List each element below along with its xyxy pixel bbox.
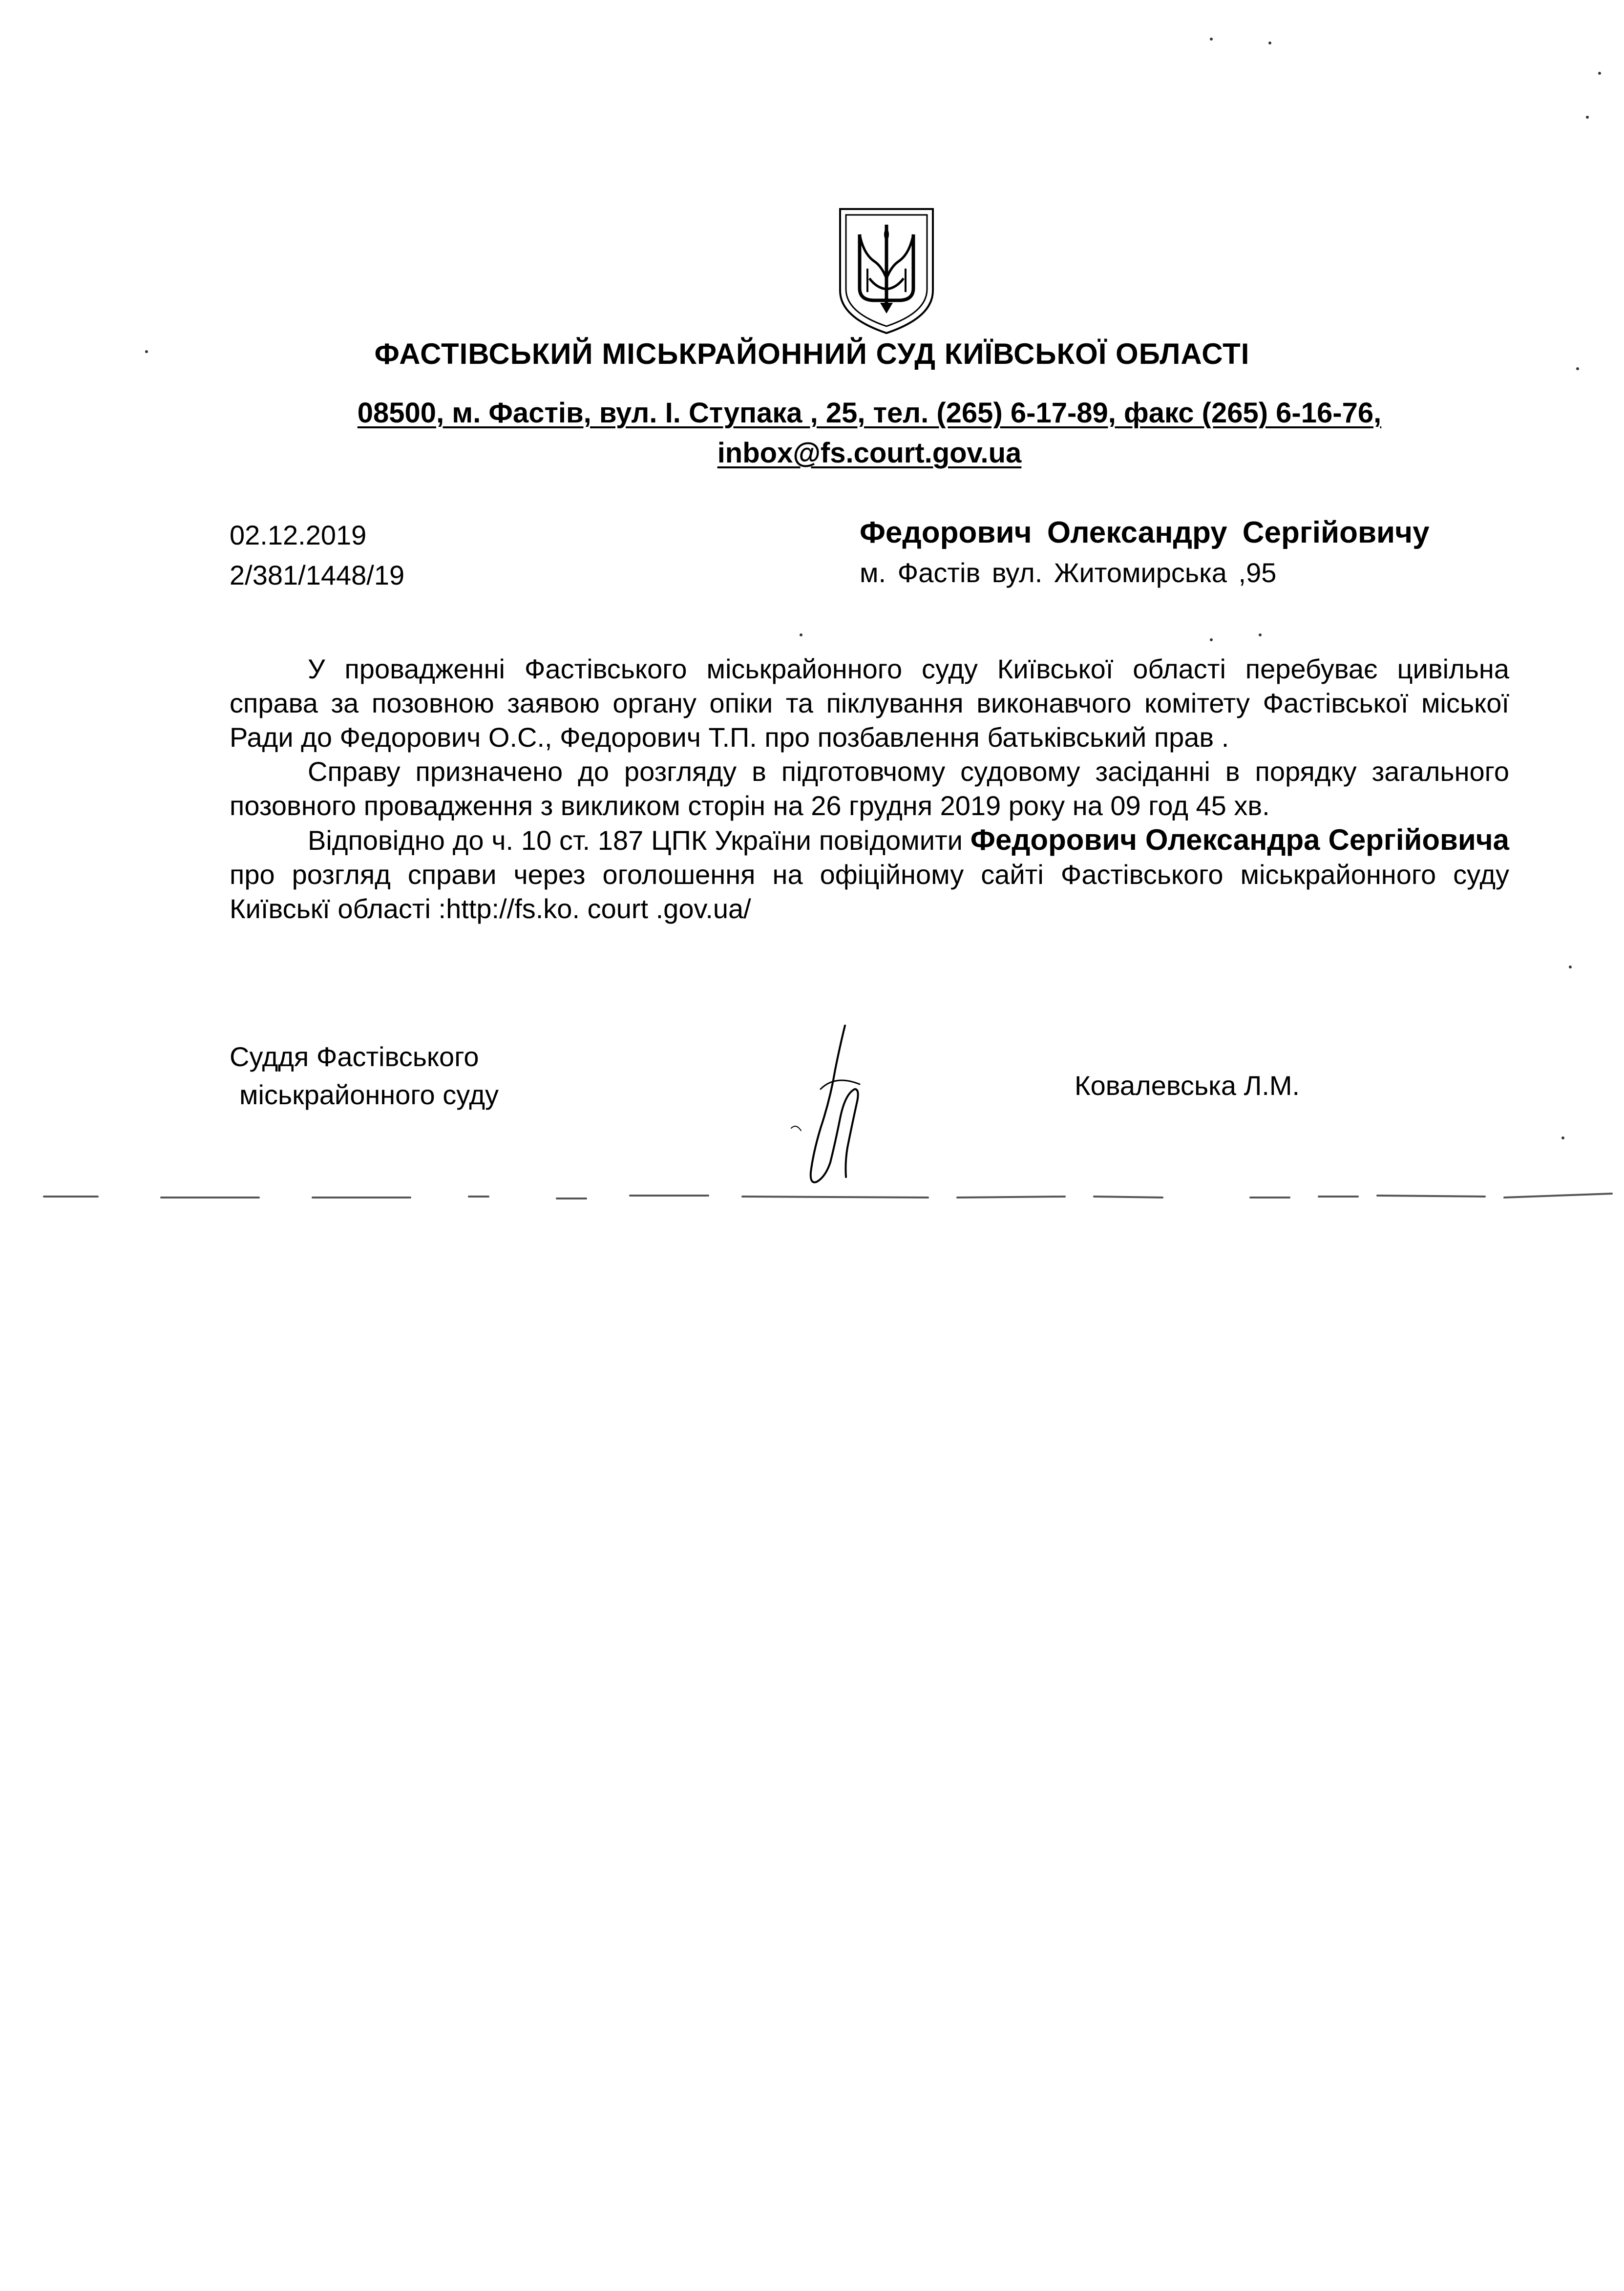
recipient-block	[860, 513, 1430, 593]
judge-title	[230, 1038, 499, 1114]
court-email[interactable]: inbox@fs.court.gov.ua	[717, 437, 1022, 469]
case-number: 2/381/1448/19	[230, 560, 405, 590]
judge-title-line-2: міськрайонного суду	[239, 1079, 499, 1110]
court-name: ФАСТІВСЬКИЙ МІСЬКРАЙОННИЙ СУД КИЇВСЬКОЇ ОБЛАСТІ	[374, 337, 1250, 370]
court-address	[313, 393, 1426, 473]
body-paragraph-2: Справу призначено до розгляду в підготовчому судовому засіданні в порядку загального позовного провадження з викликом сторін на 26 грудня 2019 року на 09 год 45 хв.	[230, 756, 1509, 821]
recipient-address: м. Фастів вул. Житомирська ,95	[860, 557, 1277, 588]
judge-title-line-1: Суддя Фастівського	[230, 1041, 479, 1072]
body-paragraph-3-start: Відповідно до ч. 10 ст. 187 ЦПК України повідомити	[308, 825, 970, 856]
document-date: 02.12.2019	[230, 520, 367, 550]
body-paragraph-3-end: про розгляд справи через оголошення на офіційному сайті Фастівського міськрайонного суду Київськї області :http://fs.ko. court .gov.ua/	[230, 859, 1509, 924]
letter-body	[230, 652, 1509, 926]
recipient-name: Федорович Олександру Сергійовичу	[860, 516, 1430, 549]
ukraine-trident-emblem-icon	[835, 205, 938, 337]
body-paragraph-1: У провадженні Фастівського міськрайонного суду Київської області перебуває цивільна справа за позовною заявою органу опіки та піклування виконавчого комітету Фастівської міської Ради до Федорович О.С., Федорович Т.П. про позбавлення батьківський прав .	[230, 653, 1509, 753]
court-address-line: 08500, м. Фастів, вул. І. Ступака , 25, тел. (265) 6-17-89, факс (265) 6-16-76,	[357, 397, 1382, 429]
body-paragraph-3-name: Федорович Олександра Сергійовича	[970, 823, 1510, 856]
document-meta	[230, 515, 404, 595]
handwritten-signature	[762, 1016, 908, 1192]
judge-name: Ковалевська Л.М.	[1075, 1070, 1300, 1101]
body-paragraph-3	[230, 823, 1509, 926]
